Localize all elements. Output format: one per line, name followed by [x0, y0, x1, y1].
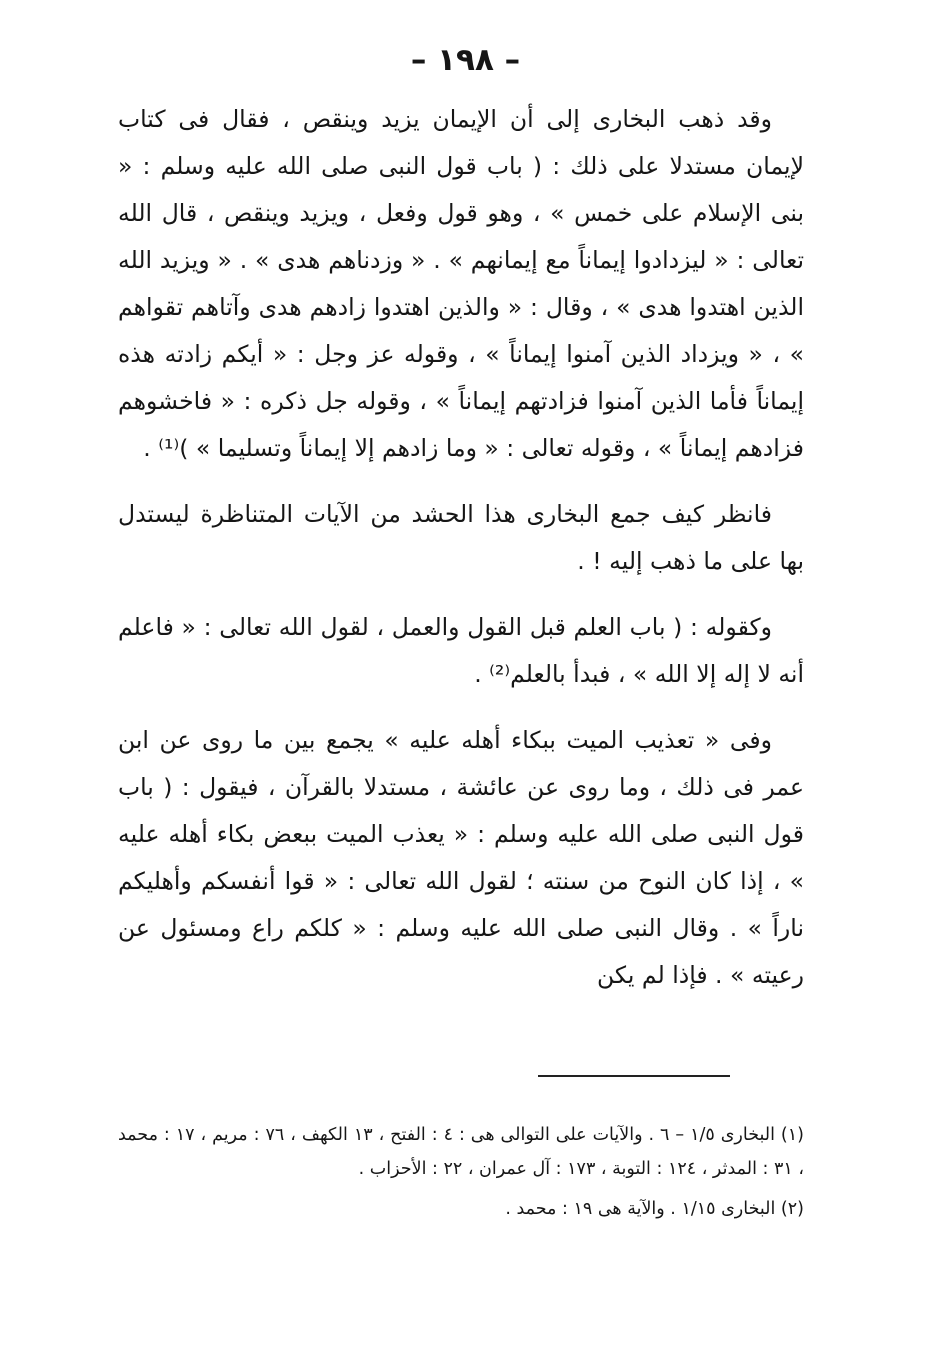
paragraph-bukhari-iman: وقد ذهب البخارى إلى أن الإيمان يزيد وينقص ، فقال فى كتاب لإيمان مستدلا على ذلك : ( باب قول النبى صلى الله عليه وسلم : « بنى الإسلام على خمس » ، وهو قول وفعل ، ويزيد وينقص ، قال الله تعالى : « ليزدادوا إيماناً مع إيمانهم » . « وزدناهم هدى » . « ويزيد الله الذين اهتدوا هدى » ، وقال : « والذين اهتدوا زادهم هدى وآتاهم تقواهم » ، « ويزداد الذين آمنوا إيماناً » ، وقوله عز وجل : « أيكم زادته هذه إيماناً فأما الذين آمنوا فزادتهم إيماناً » ، وقوله جل ذكره : « فاخشوهم فزادهم إيماناً » ، وقوله تعالى : « وما زادهم إلا إيماناً وتسليما » )⁽¹⁾ .: [118, 105, 804, 462]
main-text: [118, 96, 804, 1018]
paragraph-observe: فانظر كيف جمع البخارى هذا الحشد من الآيات المتناظرة ليستدل بها على ما ذهب إليه ! .: [118, 500, 804, 575]
footnote-2: (٢) البخارى ١/١٥ . والآية هى ١٩ : محمد .: [505, 1199, 804, 1219]
footnote-1: (١) البخارى ١/٥ – ٦ . والآيات على التوالى هى : ٤ : الفتح ، ١٣ الكهف ، ٧٦ : مريم ، ١٧ : محمد ، ٣١ : المدثر ، ١٢٤ : التوبة ، ١٧٣ : آل عمران ، ٢٢ : الأحزاب .: [118, 1125, 804, 1179]
paragraph-deceased: وفى « تعذيب الميت ببكاء أهله عليه » يجمع بين ما روى عن ابن عمر فى ذلك ، وما روى عن عائشة ، مستدلا بالقرآن ، فيقول : ( باب قول النبى صلى الله عليه وسلم : « يعذب الميت ببعض بكاء أهله عليه » ، إذا كان النوح من سنته ؛ لقول الله تعالى : « قوا أنفسكم وأهليكم ناراً » . وقال النبى صلى الله عليه وسلم : « كلكم راع ومسئول عن رعيته » . فإذا لم يكن: [118, 726, 804, 989]
footnotes: [118, 1118, 804, 1232]
page-number: – ١٩٨ –: [410, 42, 521, 78]
paragraph-knowledge: وكقوله : ( باب العلم قبل القول والعمل ، لقول الله تعالى : « فاعلم أنه لا إله إلا الله » ، فبدأ بالعلم⁽²⁾ .: [118, 613, 804, 688]
footnote-separator: [538, 1075, 730, 1077]
